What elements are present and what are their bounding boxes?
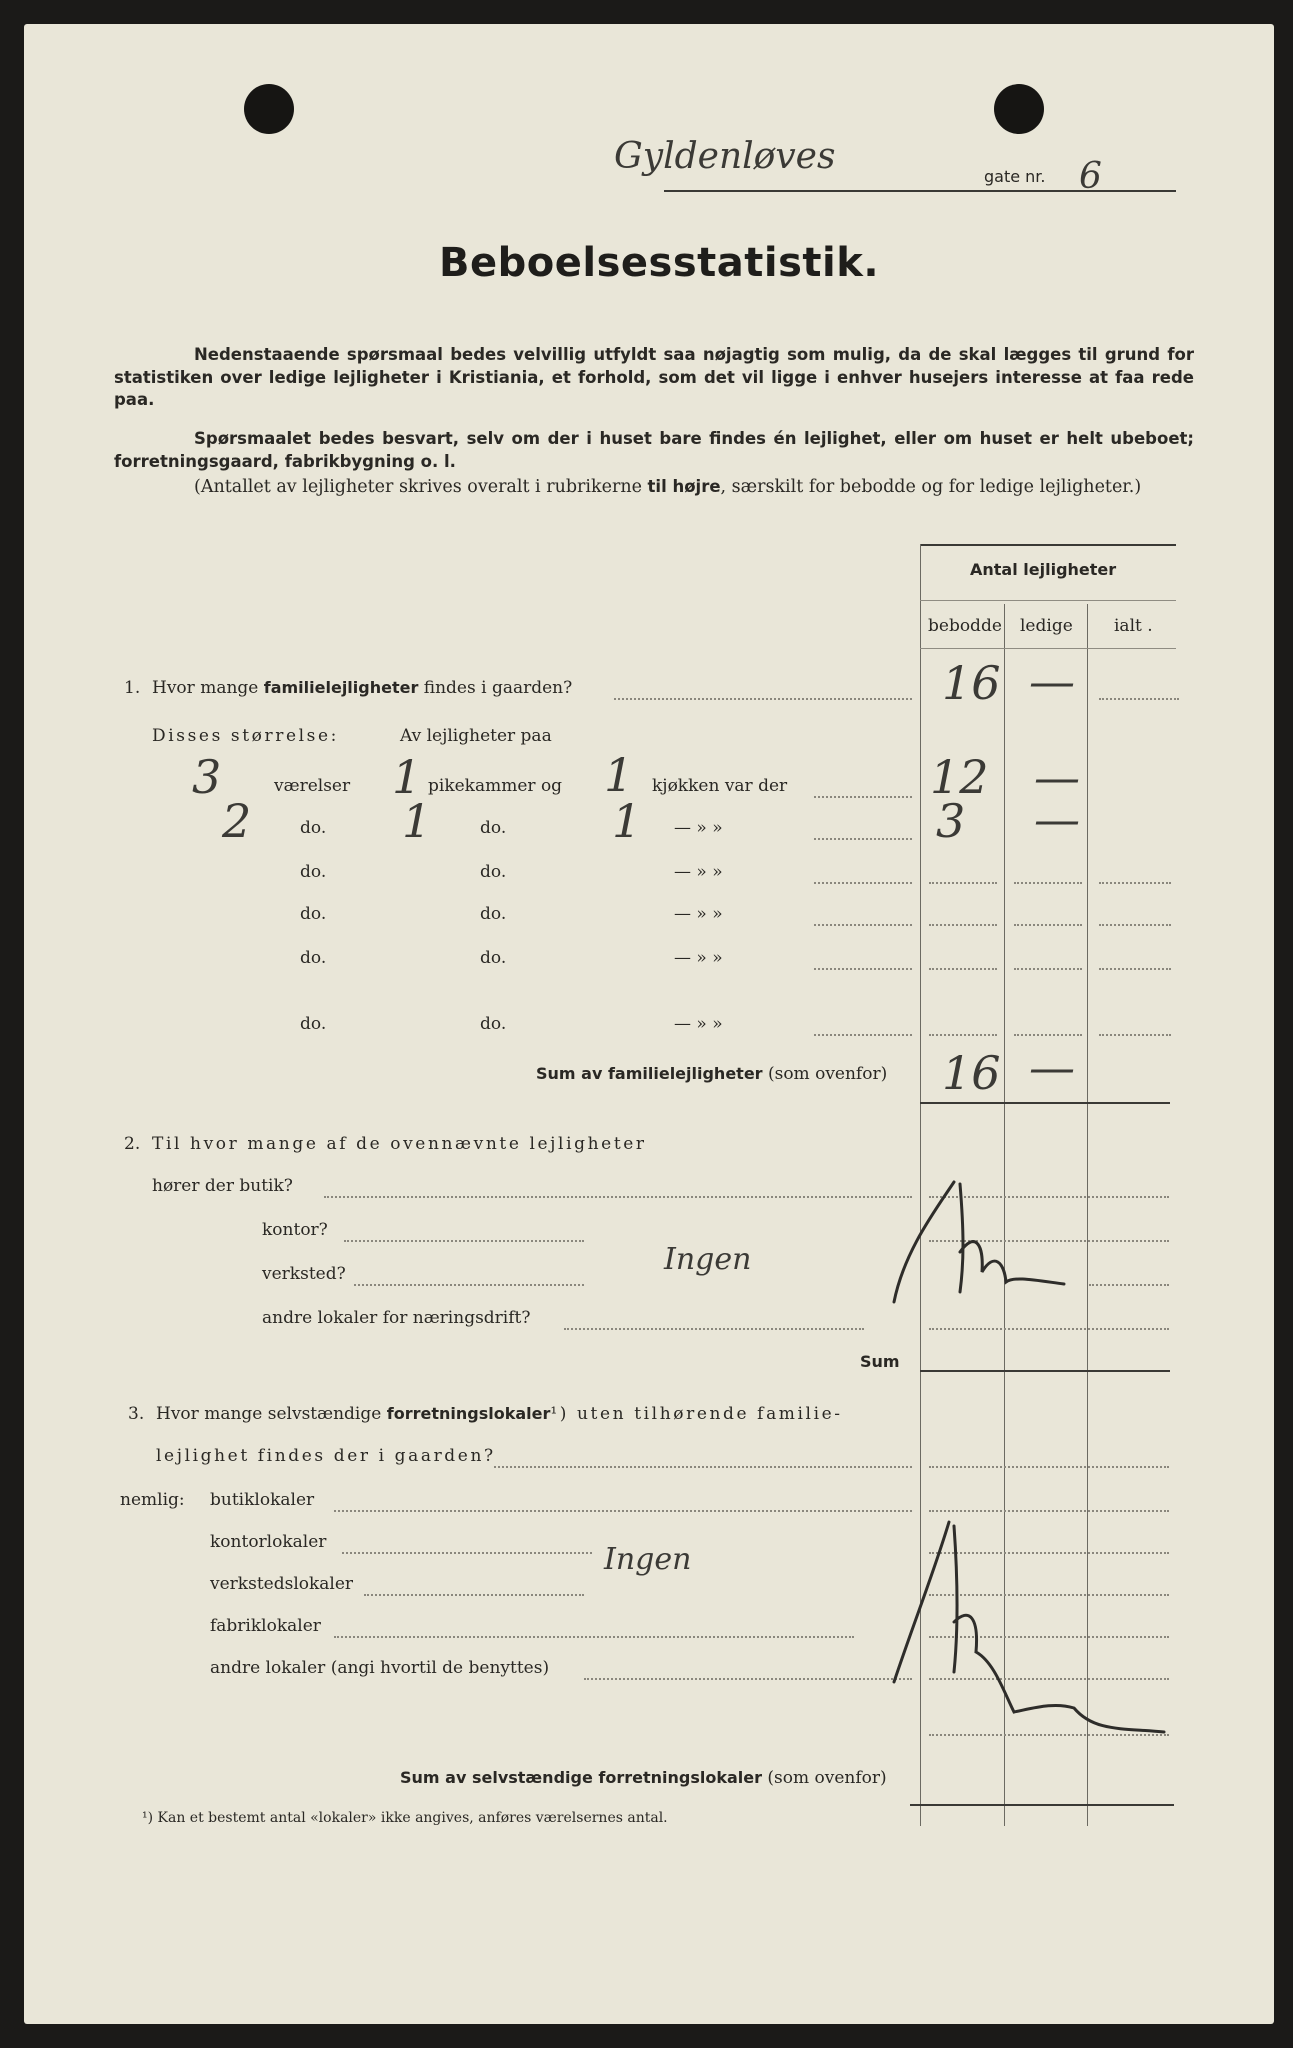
kitchen-label: kjøkken var der — [652, 776, 788, 796]
nemlig-label: nemlig: — [120, 1490, 185, 1510]
rooms-handwritten: 2 — [222, 794, 252, 848]
table-top-rule — [920, 544, 1176, 546]
table-header-rule — [920, 648, 1176, 649]
q3-item-butik: butiklokaler — [210, 1490, 315, 1510]
maid-label: do. — [480, 948, 507, 968]
intro-paragraph-1: Nedenstaaende spørsmaal bedes velvillig utfyldt saa nøjagtig som mulig, da de skal lægges til grund for statistiken over ledige lejligheter i Kristiania, et forhold, som det vil ligge i enhver husejers interesse at faa rede paa. — [114, 345, 1194, 409]
rooms-handwritten: 3 — [192, 750, 222, 804]
table-group-header: Antal lejligheter — [970, 560, 1117, 579]
punch-hole-right — [994, 84, 1044, 134]
q2-ingen-handwritten: Ingen — [664, 1242, 752, 1277]
kitchen-handwritten: 1 — [604, 748, 634, 802]
kitchen-label: — » » — [674, 862, 723, 882]
q1-sum-rule — [920, 1102, 1170, 1104]
maid-label: pikekammer og — [428, 776, 563, 796]
q3-text: Hvor mange selvstændige forretningslokaler¹) uten tilhørende familie- — [156, 1404, 843, 1424]
q1-sum-ledige: — — [1029, 1040, 1075, 1094]
maid-label: do. — [480, 904, 507, 924]
rooms-label: do. — [300, 904, 327, 924]
q3-sum-label: Sum av selvstændige forretningslokaler (som ovenfor) — [400, 1768, 887, 1788]
rooms-label: do. — [300, 1014, 327, 1034]
rooms-label: do. — [300, 948, 327, 968]
col-header-ialt: ialt . — [1114, 616, 1153, 636]
row1-bebodde-value: 12 — [930, 750, 989, 804]
gate-nr-label: gate nr. — [984, 167, 1046, 186]
rooms-label: do. — [300, 862, 327, 882]
kitchen-label: — » » — [674, 904, 723, 924]
maid-handwritten: 1 — [392, 750, 422, 804]
col-header-bebodde: bebodde — [928, 616, 1002, 636]
q3-dash-stroke — [854, 1512, 1184, 1752]
intro-paragraph-2: Spørsmaalet bedes besvart, selv om der i huset bare findes én lejlighet, eller om huset er helt ubeboet; forretningsgaard, fabrikbygning o. l. — [114, 429, 1194, 471]
q2-item-butik: hører der butik? — [152, 1176, 293, 1196]
q3-item-fabrik: fabriklokaler — [210, 1616, 321, 1636]
page-title: Beboelsesstatistik. — [439, 240, 880, 286]
rooms-label: do. — [300, 818, 327, 838]
row2-bebodde-value: 3 — [936, 794, 966, 848]
q1-leader-dots — [614, 698, 912, 700]
table-group-rule — [920, 600, 1176, 601]
q2-dash-stroke — [864, 1172, 1124, 1342]
house-number-handwritten: 6 — [1079, 156, 1102, 197]
q2-item-andre: andre lokaler for næringsdrift? — [262, 1308, 531, 1328]
q1-ialt-dots — [1099, 698, 1179, 700]
footnote: ¹) Kan et bestemt antal «lokaler» ikke angives, anføres værelsernes antal. — [142, 1810, 668, 1826]
kitchen-label: — » » — [674, 948, 723, 968]
q1-sum-label: Sum av familielejligheter (som ovenfor) — [536, 1064, 888, 1084]
form-sheet — [24, 24, 1274, 2024]
q3-text-2: lejlighet findes der i gaarden? — [156, 1446, 496, 1466]
sizes-label: Disses størrelse: — [152, 726, 339, 746]
q3-sum-rule — [910, 1804, 1174, 1806]
q3-item-andre: andre lokaler (angi hvortil de benyttes) — [210, 1658, 550, 1678]
q2-text: Til hvor mange af de ovennævnte lejligheter — [152, 1134, 647, 1154]
q3-item-kontor: kontorlokaler — [210, 1532, 327, 1552]
kitchen-label: — » » — [674, 818, 723, 838]
q2-item-verksted: verksted? — [262, 1264, 346, 1284]
punch-hole-left — [244, 84, 294, 134]
q3-number: 3. — [128, 1404, 145, 1424]
q1-bebodde-value: 16 — [942, 656, 1001, 710]
q2-number: 2. — [124, 1134, 141, 1154]
row2-ledige-value: — — [1034, 792, 1080, 846]
street-underline — [664, 190, 1176, 192]
street-name-handwritten: Gyldenløves — [614, 136, 836, 177]
q2-item-kontor: kontor? — [262, 1220, 328, 1240]
maid-label: do. — [480, 1014, 507, 1034]
maid-handwritten: 1 — [402, 794, 432, 848]
q2-sum-label: Sum — [860, 1352, 900, 1371]
q2-sum-rule — [920, 1370, 1170, 1372]
q3-ingen-handwritten: Ingen — [604, 1542, 692, 1577]
kitchen-label: — » » — [674, 1014, 723, 1034]
rooms-label: værelser — [274, 776, 351, 796]
maid-label: do. — [480, 818, 507, 838]
q1-number: 1. — [124, 678, 141, 698]
sizes-sub-label: Av lejligheter paa — [400, 726, 552, 746]
q1-sum-bebodde: 16 — [942, 1046, 1001, 1100]
kitchen-handwritten: 1 — [612, 794, 642, 848]
q3-item-verksted: verkstedslokaler — [210, 1574, 354, 1594]
intro-paragraph-3: (Antallet av lejligheter skrives overalt i rubrikerne til højre, særskilt for bebodde og for ledige lejligheter.) — [194, 477, 1142, 497]
row1-ledige-value: — — [1034, 750, 1080, 804]
q1-text: Hvor mange familielejligheter findes i gaarden? — [152, 678, 573, 698]
q1-ledige-value: — — [1029, 654, 1075, 708]
maid-label: do. — [480, 862, 507, 882]
col-header-ledige: ledige — [1020, 616, 1073, 636]
